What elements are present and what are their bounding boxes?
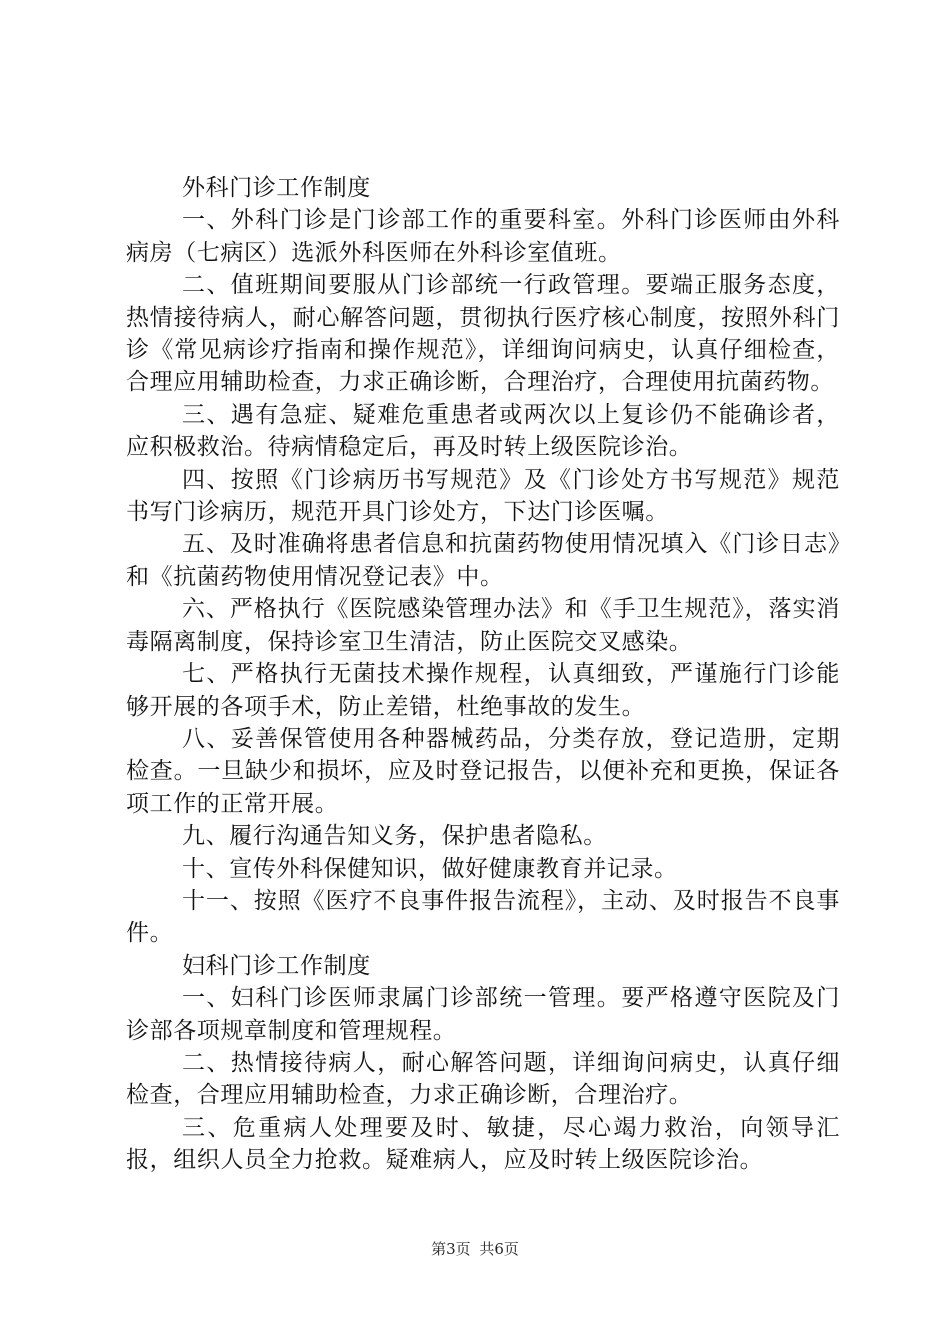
section-title: 妇科门诊工作制度 <box>182 952 371 979</box>
paragraph: 二、热情接待病人，耐心解答问题，详细询问病史，认真仔细检查，合理应用辅助检查，力求正确诊断，合理治疗。 <box>126 1049 840 1109</box>
paragraph: 三、危重病人处理要及时、敏捷，尽心竭力救治，向领导汇报，组织人员全力抢救。疑难病人，应及时转上级医院诊治。 <box>126 1114 840 1174</box>
paragraph: 十一、按照《医疗不良事件报告流程》，主动、及时报告不良事件。 <box>126 887 840 947</box>
paragraph: 四、按照《门诊病历书写规范》及《门诊处方书写规范》规范书写门诊病历，规范开具门诊处方，下达门诊医嘱。 <box>126 466 840 526</box>
paragraph: 九、履行沟通告知义务，保护患者隐私。 <box>182 823 607 850</box>
paragraph: 五、及时准确将患者信息和抗菌药物使用情况填入《门诊日志》和《抗菌药物使用情况登记表》中。 <box>126 531 840 590</box>
document-body <box>126 172 840 1177</box>
paragraph: 一、外科门诊是门诊部工作的重要科室。外科门诊医师由外科病房（七病区）选派外科医师在外科诊室值班。 <box>126 207 840 266</box>
paragraph: 十、宣传外科保健知识，做好健康教育并记录。 <box>182 855 678 882</box>
paragraph: 七、严格执行无菌技术操作规程，认真细致，严谨施行门诊能够开展的各项手术，防止差错，杜绝事故的发生。 <box>126 661 840 720</box>
page-footer <box>0 1238 950 1259</box>
paragraph: 八、妥善保管使用各种器械药品，分类存放，登记造册，定期检查。一旦缺少和损坏，应及时登记报告，以便补充和更换，保证各项工作的正常开展。 <box>126 725 840 817</box>
paragraph: 三、遇有急症、疑难危重患者或两次以上复诊仍不能确诊者，应积极救治。待病情稳定后，再及时转上级医院诊治。 <box>126 401 840 461</box>
paragraph: 六、严格执行《医院感染管理办法》和《手卫生规范》，落实消毒隔离制度，保持诊室卫生清洁，防止医院交叉感染。 <box>126 596 840 655</box>
paragraph: 二、值班期间要服从门诊部统一行政管理。要端正服务态度，热情接待病人，耐心解答问题，贯彻执行医疗核心制度，按照外科门诊《常见病诊疗指南和操作规范》，详细询问病史，认真仔细检查，合理应用辅助检查，力求正确诊断，合理治疗，合理使用抗菌药物。 <box>126 272 840 396</box>
paragraph: 一、妇科门诊医师隶属门诊部统一管理。要严格遵守医院及门诊部各项规章制度和管理规程。 <box>126 985 840 1044</box>
page-number: 第3页 <box>431 1240 471 1258</box>
section-title: 外科门诊工作制度 <box>182 175 371 201</box>
total-pages: 共6页 <box>479 1240 519 1258</box>
